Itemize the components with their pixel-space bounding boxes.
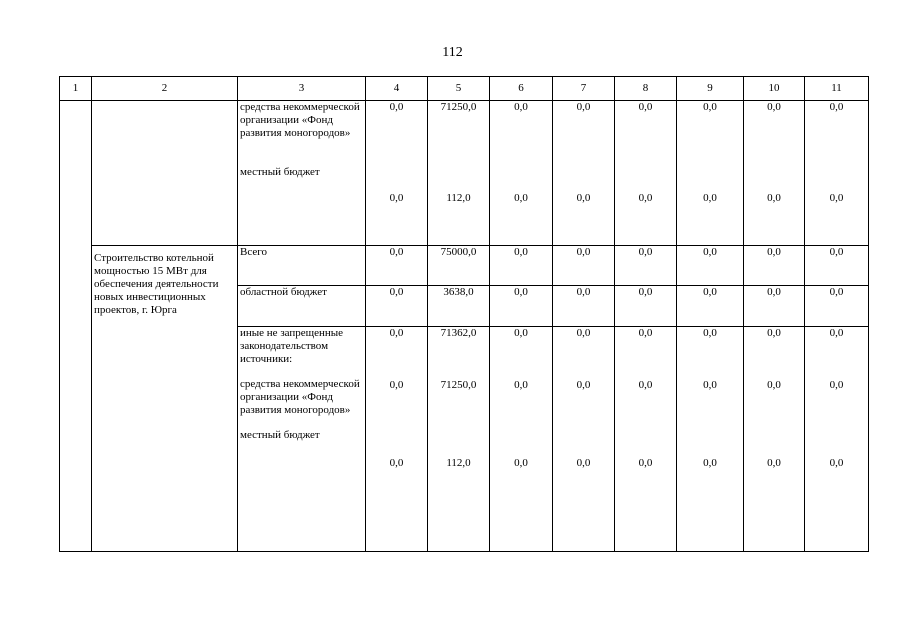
table-row: иные не запрещенные законодательством источники: средства некоммерческой организации «Фонд развития моногородов» местный бюджет 0,0 0,0 0,0 71362,0 71250,0 112,0 0,0 0,0 0,0 0,0 0,0 0,0 0,0 0,0 0,0 0,0 0,0 0,0 0,0 0,0 0,0 0,0 0,0 0,0: [60, 327, 869, 552]
column-header: 2: [92, 77, 238, 101]
project-name-cell: [92, 101, 238, 246]
column-header: 6: [490, 77, 553, 101]
table-row: областной бюджет 0,0 3638,0 0,0 0,0 0,0 0,0 0,0 0,0: [60, 286, 869, 327]
column-header: 9: [677, 77, 744, 101]
column-header: 11: [805, 77, 869, 101]
budget-table: [59, 76, 869, 552]
column-header: 7: [553, 77, 615, 101]
column-header: 8: [615, 77, 677, 101]
source-cell: иные не запрещенные законодательством источники: средства некоммерческой организации «Фонд развития моногородов» местный бюджет: [238, 327, 366, 552]
source-cell: областной бюджет: [238, 286, 366, 327]
table-row: Строительство котельной мощностью 15 МВт для обеспечения деятельности новых инвестиционных проектов, г. Юрга Всего 0,0 75000,0 0,0 0,0 0,0 0,0 0,0 0,0: [60, 246, 869, 286]
row-number-cell: [60, 101, 92, 552]
project-name-cell: Строительство котельной мощностью 15 МВт для обеспечения деятельности новых инвестиционных проектов, г. Юрга: [92, 246, 238, 552]
table-row: средства некоммерческой организации «Фонд развития моногородов» местный бюджет 0,0 0,0 71250,0 112,0 0,0 0,0 0,0 0,0 0,0 0,0 0,0 0,0 0,0 0,0 0,0 0,0: [60, 101, 869, 246]
table-header-row: [60, 77, 869, 101]
source-cell: Всего: [238, 246, 366, 286]
page-number: 112: [442, 45, 463, 60]
source-cell: средства некоммерческой организации «Фонд развития моногородов» местный бюджет: [238, 101, 366, 246]
column-header: 1: [60, 77, 92, 101]
column-header: 5: [428, 77, 490, 101]
column-header: 10: [744, 77, 805, 101]
column-header: 3: [238, 77, 366, 101]
column-header: 4: [366, 77, 428, 101]
